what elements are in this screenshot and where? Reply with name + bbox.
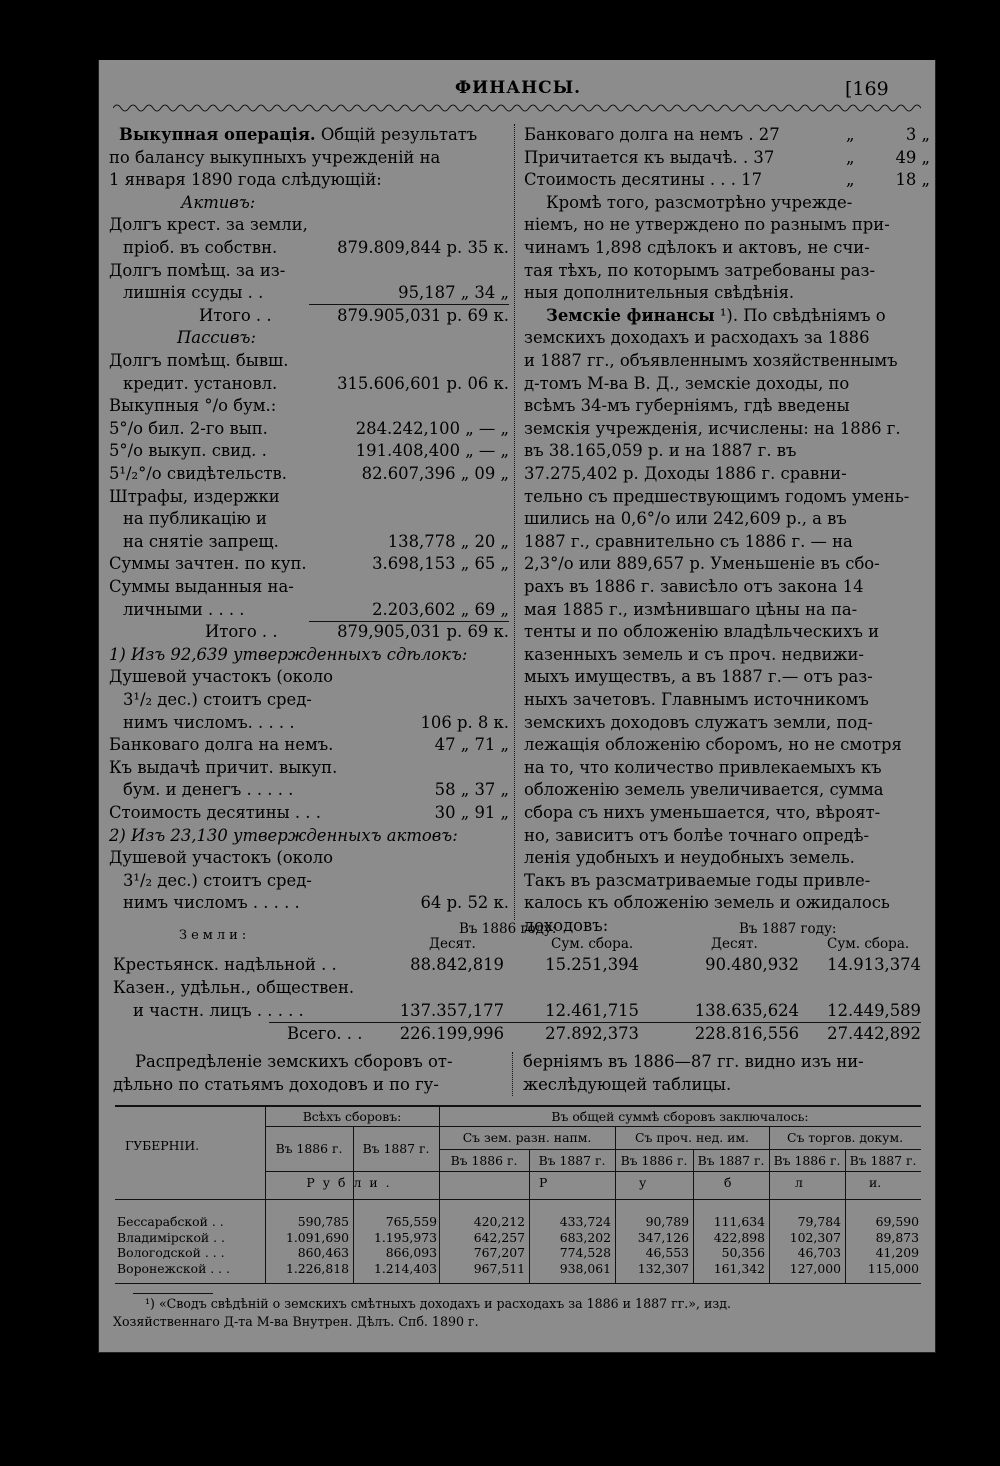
table-cell: 866,093 xyxy=(385,1245,437,1260)
gubernia-name: Воронежской . . . xyxy=(117,1260,230,1276)
passiv-total-label: Итого . . xyxy=(205,622,278,642)
passiv-row-label: Долгъ помѣщ. бывш. xyxy=(109,351,289,370)
para-line: мая 1885 г., измѣнившаго цѣны на па- xyxy=(524,599,858,619)
aktiv-total-label: Итого . . xyxy=(199,305,272,325)
table-cell: 420,212 xyxy=(473,1214,525,1229)
wavy-rule xyxy=(113,102,921,114)
aktiv-total-value: 879.905,031 р. 69 к. xyxy=(337,305,509,325)
right-row-mark: „ xyxy=(846,147,855,167)
land-year-1887: Въ 1887 году: xyxy=(739,921,837,937)
col-year: Въ 1886 г. xyxy=(450,1153,518,1168)
table-cell: 50,356 xyxy=(721,1245,765,1260)
note1-value: 58 „ 37 „ xyxy=(434,780,509,800)
para-line: земскихъ доходовъ служатъ земли, под- xyxy=(524,712,873,732)
passiv-row-label: Суммы выданныя на- xyxy=(109,577,294,596)
aktiv-row-label: пріоб. въ собствн. xyxy=(123,238,278,257)
note1-line: Банковаго долга на немъ. xyxy=(109,735,334,755)
passiv-row-value: 138,778 „ 20 „ xyxy=(387,531,509,551)
land-row-value: 88.842,819 xyxy=(410,955,504,974)
table-rule xyxy=(265,1171,921,1172)
para-line: всѣмъ 34-мъ губерніямъ, гдѣ введены xyxy=(524,396,850,416)
note1-line: Душевой участокъ (около xyxy=(109,667,334,687)
table-cell: 79,784 xyxy=(797,1214,841,1229)
table-cell: 132,307 xyxy=(637,1260,689,1276)
table-cell: 161,342 xyxy=(713,1260,765,1276)
table-rule xyxy=(115,1199,921,1200)
para-line: ныхъ зачетовъ. Главнымъ источникомъ xyxy=(524,690,869,709)
aktiv-row-value: 879.809,844 р. 35 к. xyxy=(337,238,509,257)
para-line: доходовъ: xyxy=(524,916,609,935)
para-line: лежащія обложенію сборомъ, но не смотря xyxy=(524,735,902,755)
table-cell: 683,202 xyxy=(559,1229,611,1245)
table-cell: 127,000 xyxy=(789,1260,841,1276)
aktiv-row-label: Долгъ помѣщ. за из- xyxy=(109,260,286,280)
col-summa: Сум. сбора. xyxy=(551,936,634,952)
table-rule xyxy=(439,1149,921,1150)
right-row-label: Причитается къ выдачѣ. . 37 xyxy=(524,147,775,167)
para-line: казенныхъ земель и съ проч. недвижи- xyxy=(524,644,864,664)
table-cell: 938,061 xyxy=(559,1260,611,1276)
note1-line: Къ выдачѣ причит. выкуп. xyxy=(109,757,338,777)
table-cell: 46,553 xyxy=(645,1245,689,1260)
footnote-ref: ¹). xyxy=(719,305,739,325)
right-row-value: 18 „ xyxy=(895,170,930,190)
aktiv-label: Активъ: xyxy=(181,192,256,212)
para-line: шились на 0,6°/o или 242,609 р., а въ xyxy=(524,509,847,529)
table-cell: 115,000 xyxy=(867,1260,919,1276)
table-cell: 90,789 xyxy=(645,1214,689,1229)
para-line: тельно съ предшествующимъ годомъ умень- xyxy=(524,486,910,506)
table-cell: 422,898 xyxy=(713,1229,765,1245)
distribution-text: берніямъ въ 1886—87 гг. видно изъ ни- xyxy=(523,1052,864,1071)
para-line: ныя дополнительныя свѣдѣнія. xyxy=(524,283,795,303)
table-rule xyxy=(265,1126,921,1127)
units-letter: л xyxy=(795,1175,803,1190)
distribution-text: дѣльно по статьямъ доходовъ и по гу- xyxy=(113,1075,439,1094)
land-row-label: и частн. лицъ . . . . . xyxy=(133,1001,304,1020)
para-line: но, зависитъ отъ болѣе точнаго опредѣ- xyxy=(524,825,870,845)
units-letter: и. xyxy=(869,1175,882,1190)
land-row-value: 15.251,394 xyxy=(545,955,639,974)
col-gubernii: ГУБЕРНІИ. xyxy=(125,1138,200,1153)
para-line: мыхъ имуществъ, а въ 1887 г.— отъ раз- xyxy=(524,667,873,687)
right-row-mark: „ xyxy=(846,170,855,190)
table-cell: 765,559 xyxy=(385,1214,437,1229)
passiv-row-label: 5°/o бил. 2-го вып. xyxy=(109,418,268,438)
passiv-row-value: 191.408,400 „ — „ xyxy=(355,441,509,461)
land-row-value: 90.480,932 xyxy=(705,955,799,974)
sum-rule xyxy=(269,1022,921,1023)
table-cell: 1.214,403 xyxy=(373,1260,437,1276)
para-line: сбора съ нихъ уменьшается, что, вѣроят- xyxy=(524,803,881,822)
note1-line: бум. и денегъ . . . . . xyxy=(123,780,294,800)
col-year: Въ 1887 г. xyxy=(697,1153,765,1168)
distribution-text: жеслѣдующей таблицы. xyxy=(523,1075,732,1094)
note1-value: 106 р. 8 к. xyxy=(420,712,509,732)
para-line: земскія учрежденія, исчислены: на 1886 г. xyxy=(524,418,901,438)
table-cell: 89,873 xyxy=(875,1229,919,1245)
land-row-value: 14.913,374 xyxy=(827,955,921,974)
column-divider xyxy=(512,1052,513,1096)
para-line: Кромѣ того, разсмотрѣно учрежде- xyxy=(546,192,853,212)
book-page xyxy=(98,60,936,1353)
table-col-line xyxy=(693,1149,694,1283)
passiv-row-label: 5°/o выкуп. свид. . xyxy=(109,441,267,461)
intro-text: 1 января 1890 года слѣдующій: xyxy=(109,170,382,190)
col-year: Въ 1887 г. xyxy=(849,1153,917,1168)
para-line: Такъ въ разсматриваемые годы привле- xyxy=(524,870,871,890)
table-rule xyxy=(115,1283,921,1284)
land-total-value: 27.892,373 xyxy=(545,1024,639,1043)
land-total-value: 228.816,556 xyxy=(694,1024,799,1043)
right-row-mark: „ xyxy=(846,125,855,144)
col-year: Въ 1887 г. xyxy=(362,1141,430,1156)
note1-value: 30 „ 91 „ xyxy=(434,803,509,822)
distribution-text: Распредѣленіе земскихъ сборовъ от- xyxy=(135,1052,453,1071)
para-line: тая тѣхъ, по которымъ затребованы раз- xyxy=(524,260,876,280)
note2-line: нимъ числомъ . . . . . xyxy=(123,893,300,913)
para-line: По свѣдѣніямъ о xyxy=(743,305,886,325)
intro-text: Общій результатъ xyxy=(320,125,478,144)
table-col-line xyxy=(529,1149,530,1283)
note2-heading: 2) Изъ 23,130 утвержденныхъ актовъ: xyxy=(109,825,458,845)
passiv-row-label: на снятіе запрещ. xyxy=(123,531,279,551)
land-row-value: 137.357,177 xyxy=(399,1001,504,1020)
para-line: земскихъ доходахъ и расходахъ за 1886 xyxy=(524,328,870,348)
table-col-line xyxy=(615,1126,616,1283)
passiv-row-label: Выкупныя °/o бум.: xyxy=(109,396,277,416)
aktiv-row-label: лишнія ссуды . . xyxy=(123,283,264,303)
right-row-label: Банковаго долга на немъ . 27 xyxy=(524,125,780,144)
units-label: Рубли. xyxy=(306,1175,398,1190)
para-line: д-томъ М-ва В. Д., земскіе доходы, по xyxy=(524,373,850,393)
note2-line: 3¹/₂ дес.) стоитъ сред- xyxy=(123,870,312,890)
table-cell: 433,724 xyxy=(559,1214,611,1229)
col-other-property: Съ проч. нед. им. xyxy=(635,1130,749,1145)
table-cell: 1.091,690 xyxy=(285,1229,349,1245)
land-label: Земли: xyxy=(179,928,251,943)
gubernia-name: Вологодской . . . xyxy=(117,1245,225,1260)
table-cell: 642,257 xyxy=(473,1229,525,1245)
note1-line: Стоимость десятины . . . xyxy=(109,803,321,822)
para-line: 2,3°/o или 889,657 р. Уменьшеніе въ сбо- xyxy=(524,554,880,574)
aktiv-row-value: 95,187 „ 34 „ xyxy=(398,283,509,303)
passiv-label: Пассивъ: xyxy=(177,328,256,348)
table-cell: 69,590 xyxy=(875,1214,919,1229)
page-number: [169 xyxy=(845,78,889,100)
footnote-rule xyxy=(133,1293,213,1294)
land-row-value: 12.449,589 xyxy=(827,1001,921,1020)
col-year: Въ 1886 г. xyxy=(275,1141,343,1156)
gubernia-name: Бессарабской . . xyxy=(117,1214,224,1229)
table-cell: 767,207 xyxy=(473,1245,525,1260)
passiv-row-label: Суммы зачтен. по куп. xyxy=(109,554,307,574)
col-year: Въ 1886 г. xyxy=(773,1153,841,1168)
land-year-1886: Въ 1886 году: xyxy=(459,921,557,937)
para-line: тенты и по обложенію владѣльческихъ и xyxy=(524,622,880,642)
table-cell: 860,463 xyxy=(297,1245,349,1260)
passiv-row-value: 315.606,601 р. 06 к. xyxy=(337,373,509,393)
passiv-row-label: 5¹/₂°/o свидѣтельств. xyxy=(109,464,287,483)
column-divider xyxy=(514,124,515,920)
section-heading: Выкупная операція. xyxy=(119,125,316,144)
note1-line: 3¹/₂ дес.) стоитъ сред- xyxy=(123,690,312,709)
col-year: Въ 1887 г. xyxy=(538,1153,606,1168)
units-letter: Р xyxy=(539,1175,548,1190)
col-trade-docs: Съ торгов. докум. xyxy=(786,1130,904,1145)
land-total-value: 27.442,892 xyxy=(827,1024,921,1043)
passiv-row-label: на публикацію и xyxy=(123,509,267,529)
passiv-row-value: 284.242,100 „ — „ xyxy=(355,418,509,438)
note1-heading: 1) Изъ 92,639 утвержденныхъ сдѣлокъ: xyxy=(109,644,468,664)
units-letter: б xyxy=(724,1175,732,1190)
land-row-label: Казен., удѣльн., обществен. xyxy=(113,978,355,997)
col-desyat: Десят. xyxy=(429,936,476,952)
table-cell: 1.195,973 xyxy=(373,1229,437,1245)
table-col-line xyxy=(769,1126,770,1283)
right-row-value: 3 „ xyxy=(905,125,930,144)
table-cell: 46,703 xyxy=(797,1245,841,1260)
passiv-row-value: 3.698,153 „ 65 „ xyxy=(372,554,509,574)
table-cell: 102,307 xyxy=(789,1229,841,1245)
para-line: калось къ обложенію земель и ожидалось xyxy=(524,893,890,913)
table-cell: 111,634 xyxy=(713,1214,765,1229)
col-all-fees: Всѣхъ сборовъ: xyxy=(302,1109,402,1124)
col-land-fees: Съ зем. разн. напм. xyxy=(462,1130,592,1145)
land-row-label: Крестьянск. надѣльной . . xyxy=(113,955,337,974)
intro-text: по балансу выкупныхъ учрежденій на xyxy=(109,147,441,167)
para-line: чинамъ 1,898 сдѣлокъ и актовъ, не счи- xyxy=(524,238,870,257)
col-summa: Сум. сбора. xyxy=(827,936,910,952)
note1-value: 47 „ 71 „ xyxy=(434,735,509,755)
passiv-row-value: 2.203,602 „ 69 „ xyxy=(372,599,509,619)
col-year: Въ 1886 г. xyxy=(620,1153,688,1168)
note2-value: 64 р. 52 к. xyxy=(420,893,509,913)
table-col-line xyxy=(845,1149,846,1283)
table-cell: 967,511 xyxy=(473,1260,525,1276)
col-included: Въ общей суммѣ сборовъ заключалось: xyxy=(551,1109,809,1124)
note1-line: нимъ числомъ. . . . . xyxy=(123,712,295,732)
para-line: въ 38.165,059 р. и на 1887 г. въ xyxy=(524,441,797,461)
para-line: обложенію земель увеличивается, сумма xyxy=(524,780,884,800)
para-line: рахъ въ 1886 г. зависѣло отъ закона 14 xyxy=(524,577,864,596)
col-desyat: Десят. xyxy=(711,936,758,952)
aktiv-row-label: Долгъ крест. за земли, xyxy=(109,215,308,235)
para-line: на то, что количество привлекаемыхъ къ xyxy=(524,757,882,777)
para-line: 1887 г., сравнительно съ 1886 г. — на xyxy=(524,531,853,551)
section-heading: Земскіе финансы xyxy=(546,305,715,325)
para-line: ленія удобныхъ и неудобныхъ земель. xyxy=(524,848,855,868)
passiv-total-value: 879,905,031 р. 69 к. xyxy=(337,622,509,642)
passiv-row-value: 82.607,396 „ 09 „ xyxy=(361,464,509,483)
table-cell: 41,209 xyxy=(875,1245,919,1260)
land-total-label: Всего. . . xyxy=(287,1024,363,1043)
table-rule xyxy=(115,1105,921,1107)
footnote-line: ¹) «Сводъ свѣдѣній о земскихъ смѣтныхъ доходахъ и расходахъ за 1886 и 1887 гг.», изд. xyxy=(145,1296,732,1311)
table-col-line xyxy=(265,1106,266,1283)
table-cell: 1.226,818 xyxy=(285,1260,349,1276)
para-line: ніемъ, но не утверждено по разнымъ при- xyxy=(524,215,890,235)
note2-line: Душевой участокъ (около xyxy=(109,848,334,868)
running-title: ФИНАНСЫ. xyxy=(455,78,582,98)
table-cell: 590,785 xyxy=(297,1214,349,1229)
table-cell: 347,126 xyxy=(637,1229,689,1245)
para-line: и 1887 гг., объявленнымъ хозяйственнымъ xyxy=(524,351,898,370)
para-line: 37.275,402 р. Доходы 1886 г. сравни- xyxy=(524,464,847,483)
right-row-label: Стоимость десятины . . . 17 xyxy=(524,170,763,190)
units-letter: у xyxy=(639,1175,647,1190)
passiv-row-label: личными . . . . xyxy=(123,599,245,619)
land-row-value: 138.635,624 xyxy=(694,1001,799,1020)
passiv-row-label: Штрафы, издержки xyxy=(109,486,280,506)
table-cell: 774,528 xyxy=(559,1245,611,1260)
land-total-value: 226.199,996 xyxy=(399,1024,504,1043)
footnote-line: Хозяйственнаго Д-та М-ва Внутрен. Дѣлъ. Спб. 1890 г. xyxy=(113,1314,479,1329)
passiv-row-label: кредит. установл. xyxy=(123,373,278,393)
gubernia-name: Владимірской . . xyxy=(117,1229,225,1245)
right-row-value: 49 „ xyxy=(895,147,930,167)
land-row-value: 12.461,715 xyxy=(545,1001,639,1020)
